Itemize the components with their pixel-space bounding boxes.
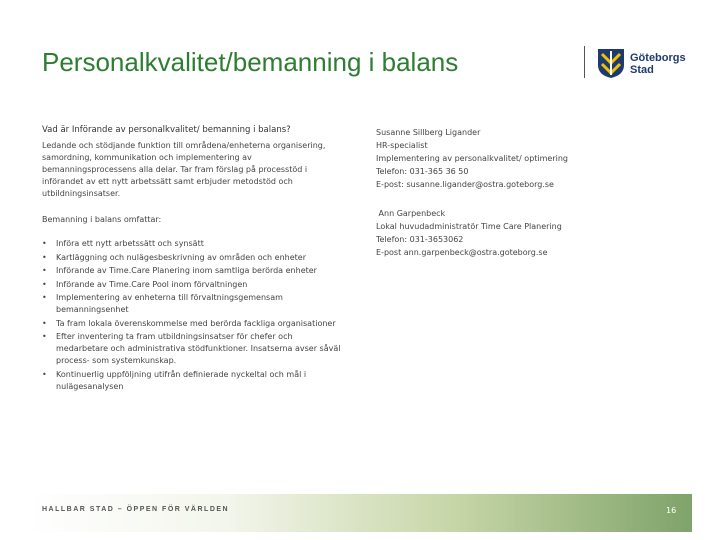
logo-wordmark — [630, 52, 686, 76]
contact-name: Ann Garpenbeck — [376, 209, 446, 218]
contact-email: E-post: susanne.ligander@ostra.goteborg.se — [376, 180, 554, 189]
list-item: • Införande av Time.Care Planering inom samtliga berörda enheter — [42, 265, 342, 277]
logo-divider — [584, 46, 585, 78]
goteborg-crest-icon — [596, 47, 626, 79]
logo-line2: Stad — [630, 64, 654, 76]
left-column — [42, 124, 342, 394]
footer-band — [26, 494, 692, 532]
contact-phone: Telefon: 031-365 36 50 — [376, 167, 469, 176]
intro-question: Vad är Införande av personalkvalitet/ bemanning i balans? — [42, 125, 291, 135]
list-item: • Införande av Time.Care Pool inom förvaltningen — [42, 279, 342, 291]
contact-card — [376, 126, 676, 191]
list-item: • Kontinuerlig uppföljning utifrån definierade nyckeltal och mål i nulägesanalysen — [42, 369, 342, 393]
contacts-column — [376, 126, 676, 275]
list-item: • Kartläggning och nulägesbeskrivning av områden och enheter — [42, 252, 342, 264]
contact-name: Susanne Sillberg Ligander — [376, 128, 481, 137]
contact-card — [376, 207, 676, 259]
contact-description: Implementering av personalkvalitet/ optimering — [376, 154, 569, 163]
logo-line1: Göteborgs — [630, 52, 686, 64]
footer-slogan: HALLBAR STAD – ÖPPEN FÖR VÄRLDEN — [42, 506, 230, 513]
list-title: Bemanning i balans omfattar: — [42, 215, 162, 224]
list-item: • Efter inventering ta fram utbildningsinsatser för chefer och medarbetare och administrativa stödfunktioner. Insatserna avser såväl process- som systemkunskap. — [42, 331, 342, 367]
intro-paragraph: Ledande och stödjande funktion till områdena/enheterna organisering, samordning, kommunikation och implementering av bemanningsprocessens alla delar. Tar fram förslag på processtöd i införandet av ett nytt arbetssätt samt erbjuder metodstöd och utbildningsinsatser. — [42, 141, 326, 198]
page-number: 16 — [666, 506, 677, 515]
contact-phone: Telefon: 031-3653062 — [376, 235, 464, 244]
list-item: • Ta fram lokala överenskommelse med berörda fackliga organisationer — [42, 318, 342, 330]
contact-email: E-post ann.garpenbeck@ostra.goteborg.se — [376, 248, 548, 257]
list-item: • Införa ett nytt arbetssätt och synsätt — [42, 238, 342, 250]
contact-role: Lokal huvudadministratör Time Care Planering — [376, 222, 562, 231]
scope-list — [42, 238, 342, 393]
page-title: Personalkvalitet/bemanning i balans — [42, 47, 459, 77]
list-item: • Implementering av enheterna till förvaltningsgemensam bemanningsenhet — [42, 292, 342, 316]
contact-role: HR-specialist — [376, 141, 428, 150]
